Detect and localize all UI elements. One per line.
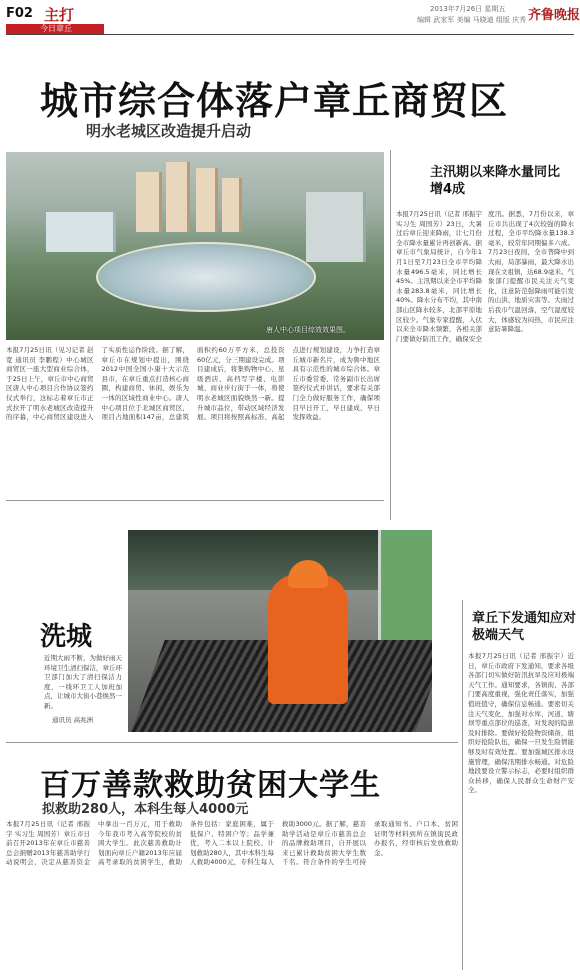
editor-credits: 编辑 武家军 美编 马晓迪 组版 庆秀 [417, 16, 527, 24]
flood-headline: 主汛期以来降水量同比增4成 [430, 165, 561, 197]
mall-building [306, 192, 366, 262]
street-cleaning-photo [128, 530, 432, 732]
mall-building [46, 212, 116, 252]
weather-body: 本报7月25日讯（记者 邢振宇）近日，章丘市政府下发通知，要求各级各部门切实做好防汛抗旱及应对极端天气工作。通知要求，各镇街、各部门要高度重视，强化责任落实，加强值班值守，确保信息畅通。要密切关注天气变化，加强对水库、河道、塘坝等重点部位的巡查，对发现的隐患及时排除。要做好抢险物资储备，组织好抢险队伍，确保一旦发生险情能够及时有效处置。要加强城区排水设施管理，确保汛期排水畅通。对危险地段要设立警示标志，必要时组织群众转移，确保人民群众生命财产安全。 [468, 652, 574, 795]
charity-headline: 百万善款救助贫困大学生 [40, 768, 381, 803]
lead-body: 本报7月25日讯（见习记者 赵宽 通讯员 李鹏程）中心城区商贸区一座大型商业综合体，于25日上午，章丘市中心商贸区唐人中心项目合作协议签约仪式举行，这标志着章丘市正式拉开了明水老城区改造提升的序幕，中心商贸区建设进入了实质性运作阶段。据了解，章丘市在规划中提出，围绕2012中国全国小康十大示范县市，在章丘重点打造核心商圈，构建商贸、休闲、娱乐为一体的区域性商业中心。唐人中心项目位于北城区商贸区，项目占地面积147亩，总建筑面积约60万平方米，总投资60亿元，分三期建设完成。项目建成后，将集购物中心、星级酒店、高档写字楼、电影城、商业步行街于一体，将使明水老城区面貌焕然一新。提升城市品位，带动区域经济发展。项目将按照高标准、高起点进行规划建设，力争打造章丘城市新名片，成为鲁中地区具有示范性的城市综合体。章丘市委常委、常务副市长出席签约仪式并讲话，要求有关部门全力做好服务工作，确保项目早日开工、早日建成、早日发挥效益。 [6, 346, 380, 422]
lead-subhead: 明水老城区改造提升启动 [86, 122, 252, 140]
section-divider [6, 742, 458, 743]
header-rule [6, 34, 574, 35]
issue-date: 2013年7月26日 星期五 [430, 5, 506, 13]
column-divider [390, 150, 391, 520]
column-divider [462, 600, 463, 970]
sanitation-worker [268, 574, 348, 704]
section-divider [6, 500, 384, 501]
tower-building [166, 162, 190, 232]
rendering-photo [6, 152, 384, 340]
green-truck [378, 530, 432, 640]
column-tag: 今日章丘 [40, 24, 72, 33]
tower-building [136, 172, 162, 232]
column-tag-bar [6, 24, 104, 34]
weather-headline: 章丘下发通知应对极端天气 [472, 611, 577, 643]
street-body: 近期大雨不断，为做好雨天环境卫生清扫保洁，章丘环卫部门加大了清扫保洁力度，一线环卫工人加班加点，让城市大街小巷焕然一新。 [44, 654, 122, 710]
tower-building [196, 168, 218, 232]
charity-subhead: 拟救助280人，本科生每人4000元 [42, 802, 249, 817]
page-number: F02 [6, 6, 33, 21]
plaza-dome [96, 242, 316, 312]
street-headline: 洗城 [40, 622, 93, 652]
newspaper-logo: 齐鲁晚报 [528, 8, 580, 23]
tower-building [222, 178, 242, 232]
charity-body: 本报7月25日讯（记者 邢振宇 实习生 周国芳）章丘市日前召开2013年在章丘市慈善总会捐赠2013年慈善助学行动说明会，决定从慈善资金中拿出一百万元，用于救助今年我市考入高等院校的贫困大学生。此次慈善救助计划面向章丘户籍2013年应届高考录取的贫困学生，救助条件包括：家庭困难，属于低保户、特困户等；品学兼优，考入二本以上院校。计划救助280人，其中本科生每人救助4000元，专科生每人救助3000元。据了解，慈善助学活动是章丘市慈善总会的品牌救助项目，自开展以来已累计救助贫困大学生数千名。符合条件的学生可持录取通知书、户口本、贫困证明等材料到所在镇街民政办报名，经审核后发放救助金。 [6, 820, 458, 867]
flood-body: 本报7月25日讯（记者 邢振宇 实习生 周国芳）23日，大暑过后章丘迎来降雨，让七月份全市降水量累计再创新高。据章丘市气象局统计，自今年1月1日至7月23日全市平均降水量496.5毫米，同比增长45%。主汛期以来全市平均降水量283.8毫米，同比增长40%。降水分布不均，其中南部山区降水较多，北部平原地区较少。气象专家提醒，入伏以来全市降水频繁，各相关部门要做好防汛工作，确保安全度汛。据悉，7月份以来，章丘市共出现了4次较强的降水过程，全市平均降水量138.3毫米，较常年同期偏多六成。7月23日夜间，全市普降中到大雨，局部暴雨，最大降水出现在文祖镇，达68.9毫米。气象部门提醒市民关注天气变化，注意防范强降雨可能引发的山洪、地质灾害等。大雨过后我市气温回落，空气湿度较大，体感较为闷热，市民应注意防暑降温。 [396, 210, 574, 343]
street-byline: 通讯员 高兆洲 [52, 716, 94, 724]
lead-headline: 城市综合体落户章丘商贸区 [40, 79, 509, 123]
photo-caption: 唐人中心项目综效效果图。 [266, 326, 350, 334]
column-title: 主打 [44, 6, 75, 24]
